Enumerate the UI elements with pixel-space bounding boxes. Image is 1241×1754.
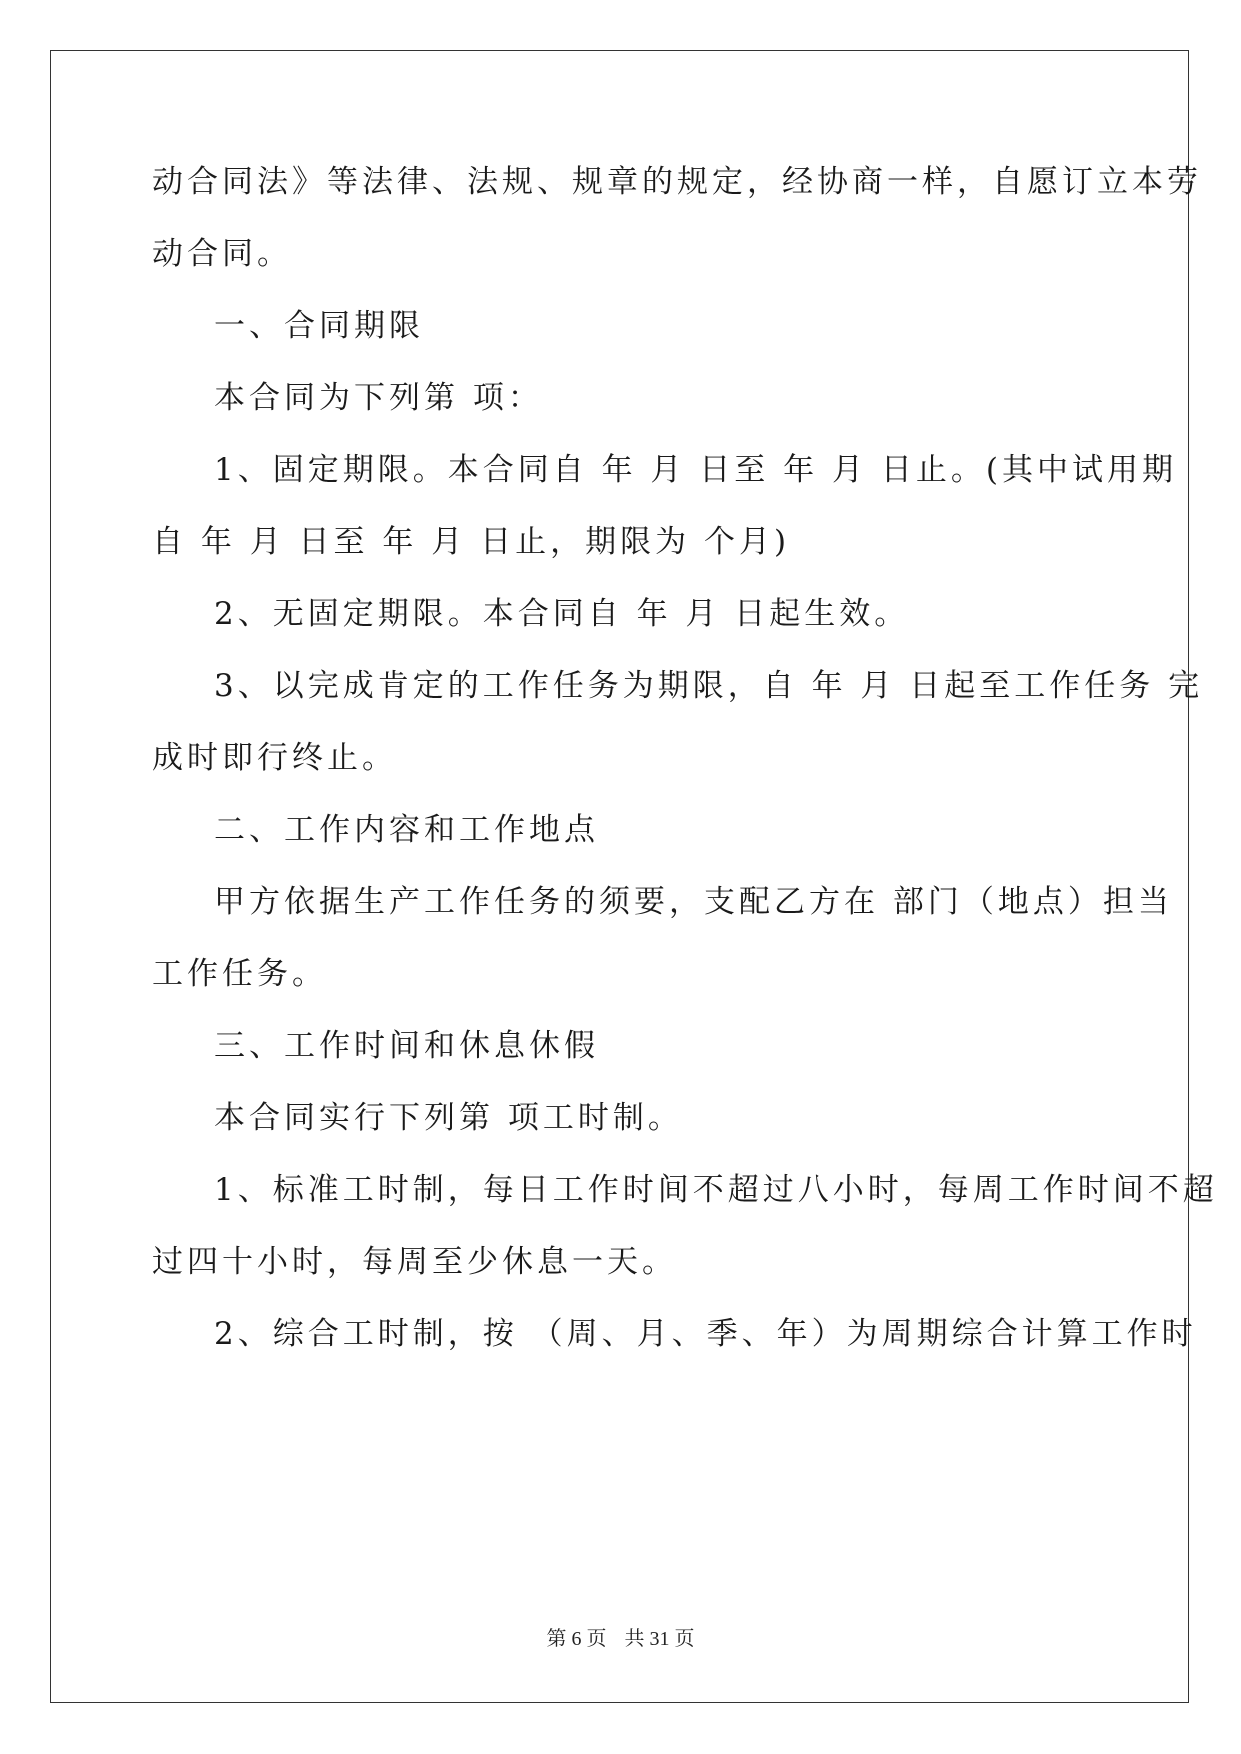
text-line: 工作任务。 xyxy=(152,956,327,992)
page-border xyxy=(50,50,1218,1703)
text-line: 1、固定期限。本合同自 年 月 日至 年 月 日止。(其中试用期 xyxy=(214,452,1177,488)
text-line: 3、以完成肯定的工作任务为期限，自 年 月 日起至工作任务 完 xyxy=(214,668,1204,704)
text-line: 自 年 月 日至 年 月 日止，期限为 个月) xyxy=(152,524,791,560)
text-line: 2、无固定期限。本合同自 年 月 日起生效。 xyxy=(214,596,910,632)
text-line: 动合同。 xyxy=(152,236,292,272)
section-heading: 二、工作内容和工作地点 xyxy=(214,812,599,848)
page-number: 第 6 页 xyxy=(546,1628,607,1650)
section-heading: 三、工作时间和休息休假 xyxy=(214,1028,599,1064)
text-line: 1、标准工时制，每日工作时间不超过八小时，每周工作时间不超 xyxy=(214,1172,1218,1208)
text-line: 2、综合工时制，按 （周、月、季、年）为周期综合计算工作时 xyxy=(214,1316,1197,1352)
text-line: 成时即行终止。 xyxy=(152,740,397,776)
text-line: 动合同法》等法律、法规、规章的规定，经协商一样，自愿订立本劳 xyxy=(152,164,1202,200)
text-line: 过四十小时，每周至少休息一天。 xyxy=(152,1244,677,1280)
section-heading: 一、合同期限 xyxy=(214,308,424,344)
text-line: 甲方依据生产工作任务的须要，支配乙方在 部门（地点）担当 xyxy=(214,884,1173,920)
text-line: 本合同为下列第 项： xyxy=(214,380,543,416)
text-line: 本合同实行下列第 项工时制。 xyxy=(214,1100,683,1136)
page-total: 共 31 页 xyxy=(624,1628,695,1650)
page-footer xyxy=(0,1622,1241,1651)
